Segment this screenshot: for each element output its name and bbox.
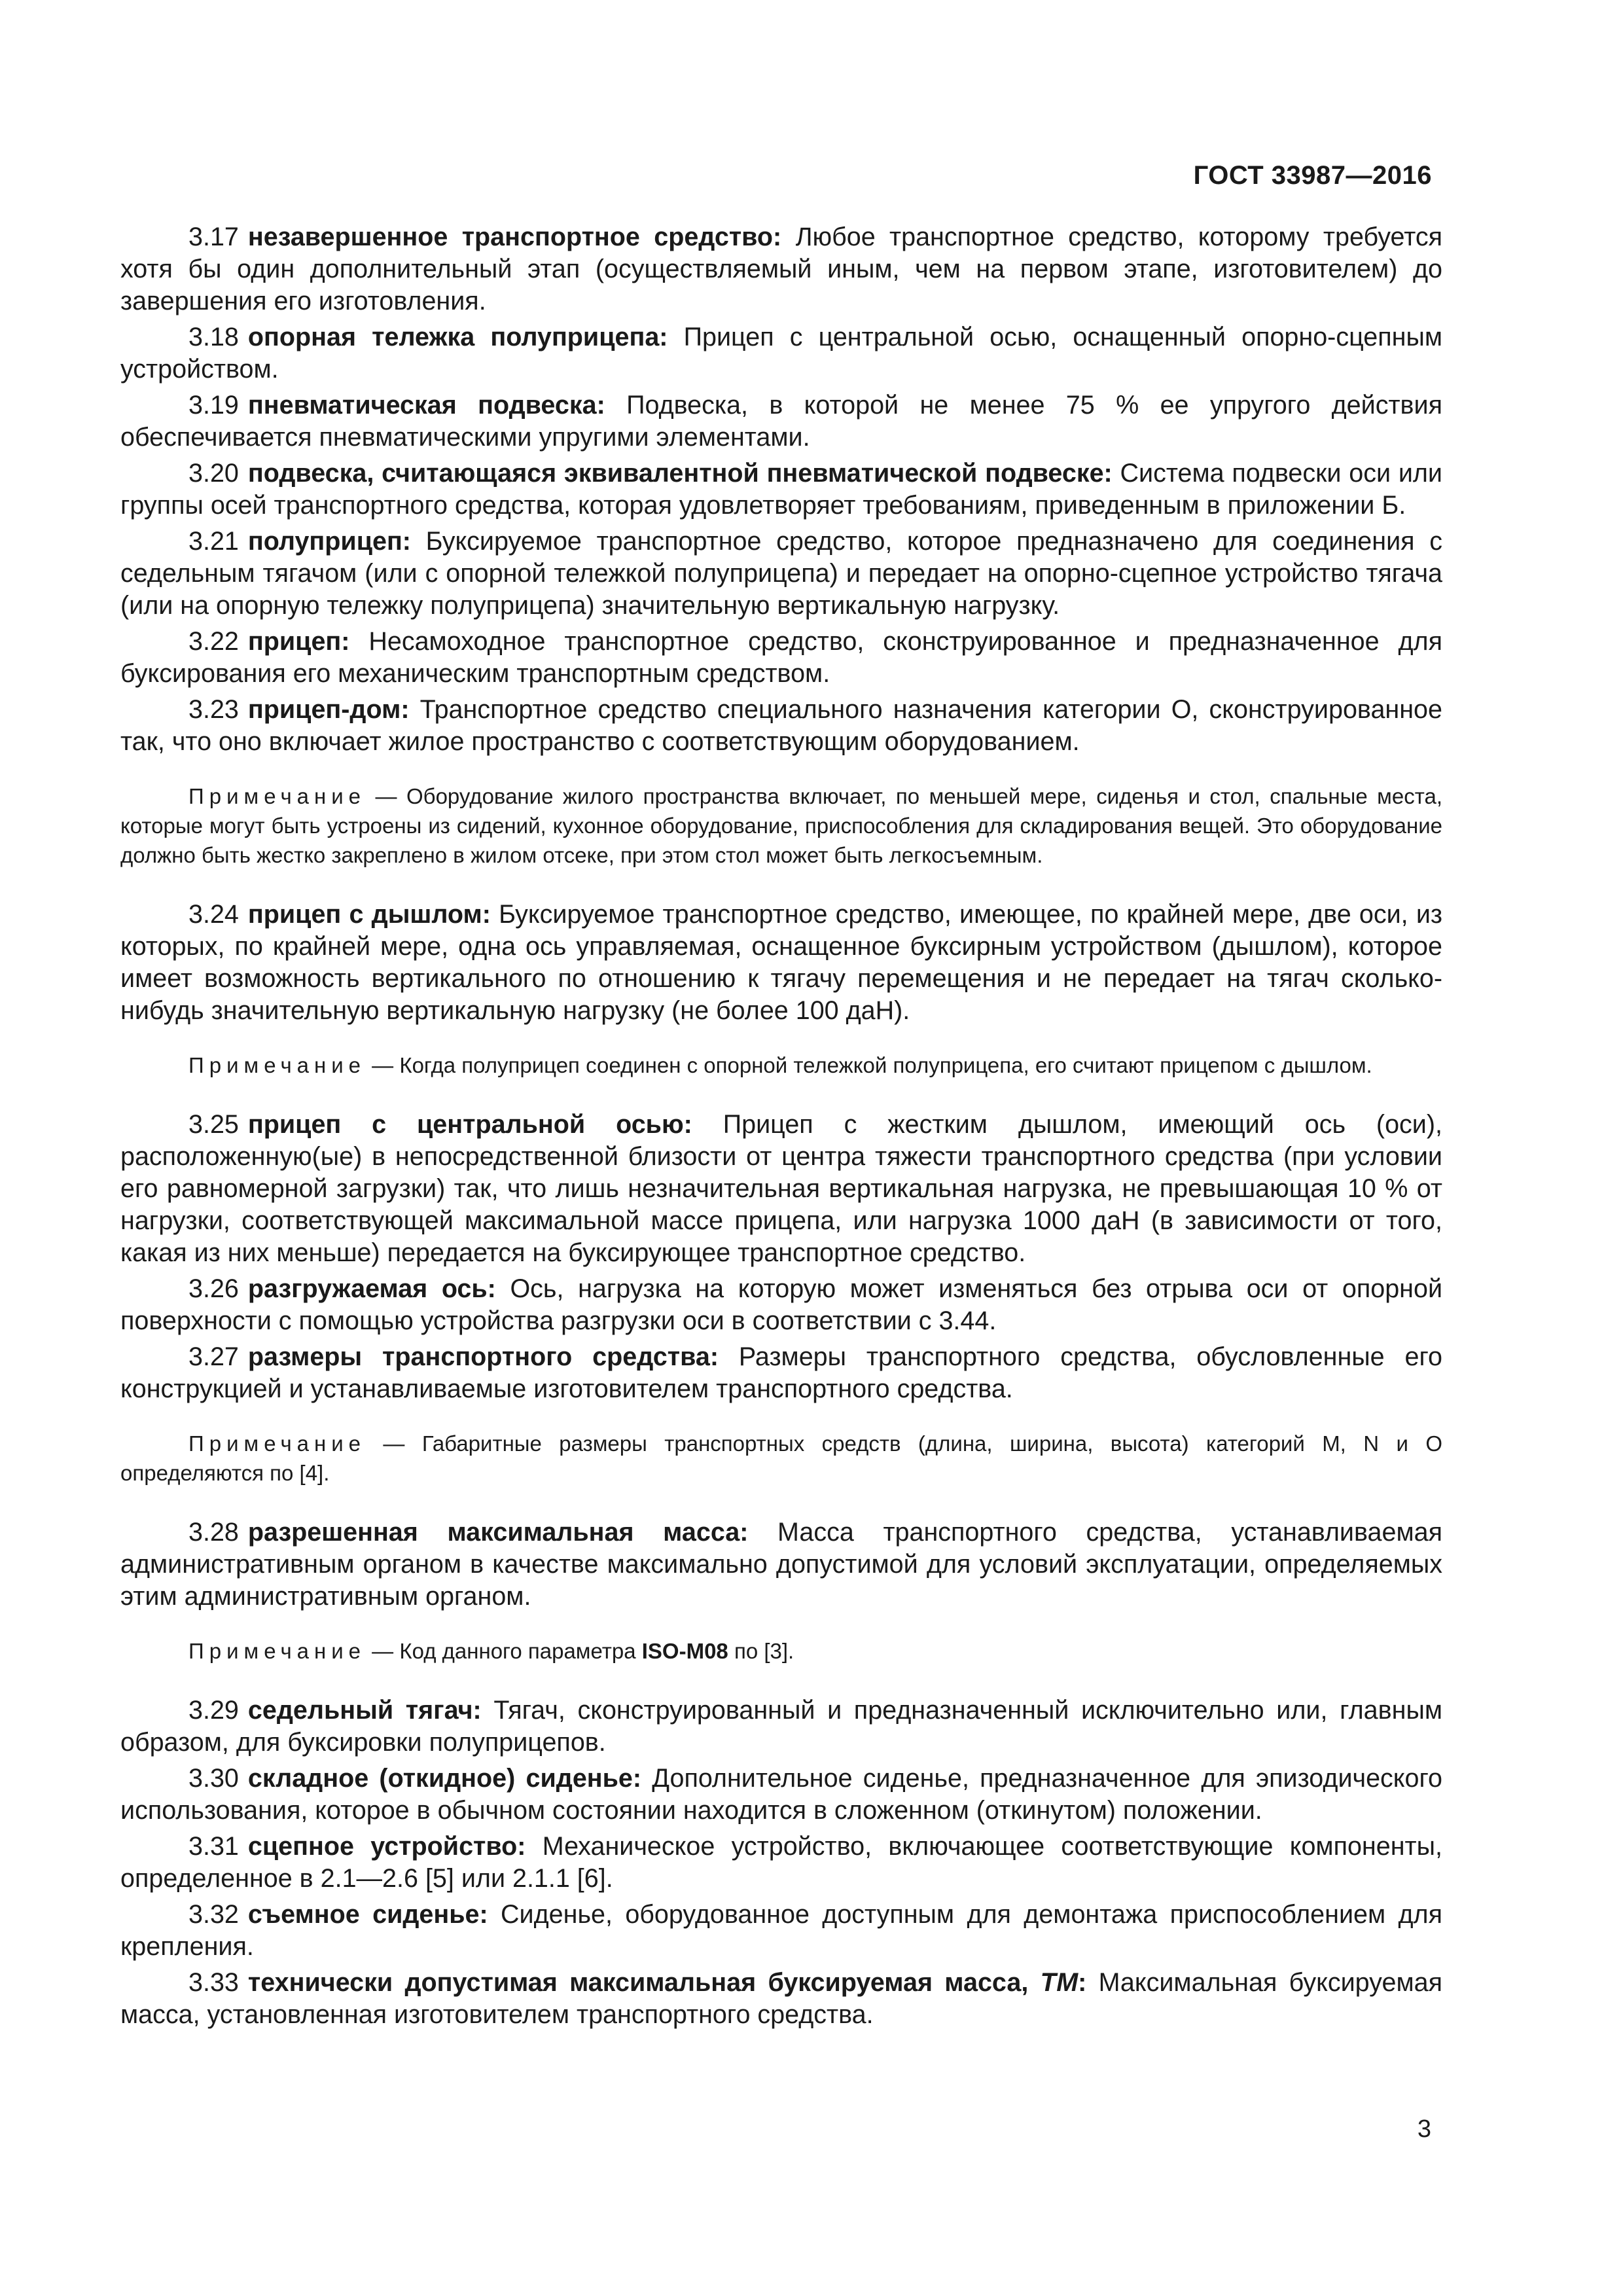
term-definition: Максимальная буксируемая масса, установленная изготовителем транспортного средства. <box>120 1968 1442 2029</box>
term-definition: Сиденье, оборудованное доступным для демонтажа приспособлением для крепления. <box>120 1900 1442 1961</box>
term-3-19 <box>120 389 1442 454</box>
term-name: полуприцеп: <box>247 527 411 556</box>
term-3-22 <box>120 626 1442 690</box>
term-definition: Тягач, сконструированный и предназначенный исключительно или, главным образом, для буксировки полуприцепов. <box>120 1696 1442 1757</box>
term-name: технически допустимая максимальная буксируемая масса, <box>247 1968 1029 1997</box>
term-definition: Дополнительное сиденье, предназначенное для эпизодического использования, которое в обычном состоянии находится в сложенном (откинутом) положении. <box>120 1764 1443 1825</box>
term-definition: Несамоходное транспортное средство, сконструированное и предназначенное для буксирования его механическим транспортным средством. <box>120 627 1442 688</box>
note-dash: — <box>366 1053 400 1077</box>
term-name: незавершенное транспортное средство: <box>247 223 782 251</box>
term-3-18 <box>120 321 1442 386</box>
term-number: 3.27 <box>188 1342 239 1371</box>
term-definition: Транспортное средство специального назначения категории О, сконструированное так, что оно включает жилое пространство с соответствующим оборудованием. <box>120 695 1442 756</box>
term-colon: : <box>1078 1968 1087 1997</box>
term-3-31 <box>120 1831 1442 1895</box>
term-definition: Прицеп с жестким дышлом, имеющий ось (оси), расположенную(ые) в непосредственной близости от центра тяжести транспортного средства (при условии его равномерной загрузки) так, что лишь незначительная вертикальная нагрузка, не превышающая 10 % от нагрузки, соответствующей максимальной массе прицепа, или нагрузка 1000 даН (в зависимости от того, какая из них меньше) передается на буксирующее транспортное средство. <box>120 1110 1442 1267</box>
note-1 <box>120 781 1442 870</box>
term-3-21 <box>120 526 1442 622</box>
note-dash: — <box>366 1431 422 1456</box>
term-definition: Подвеска, в которой не менее 75 % ее упругого действия обеспечивается пневматическими упругими элементами. <box>120 391 1442 452</box>
term-number: 3.22 <box>188 627 239 656</box>
term-name: разгружаемая ось: <box>247 1274 496 1303</box>
term-definition: Буксируемое транспортное средство, которое предназначено для соединения с седельным тягачом (или с опорной тележкой полуприцепа) и передает на опорно-сцепное устройство тягача (или на опорную тележку полуприцепа) значительную вертикальную нагрузку. <box>120 527 1442 620</box>
note-dash: — <box>366 1639 400 1663</box>
term-name: размеры транспортного средства: <box>247 1342 719 1371</box>
term-name: съемное сиденье: <box>247 1900 488 1929</box>
term-name: разрешенная максимальная масса: <box>247 1518 749 1547</box>
note-label: Примечание <box>188 784 366 808</box>
term-number: 3.20 <box>188 459 239 488</box>
term-3-24 <box>120 899 1442 1027</box>
term-number: 3.30 <box>188 1764 239 1793</box>
term-number: 3.29 <box>188 1696 239 1725</box>
term-3-26 <box>120 1273 1442 1337</box>
term-number: 3.33 <box>188 1968 239 1997</box>
note-label: Примечание <box>188 1431 366 1456</box>
term-number: 3.18 <box>188 323 239 351</box>
note-4 <box>120 1636 1442 1666</box>
parameter-code: ISO-M08 <box>641 1639 728 1663</box>
term-name: прицеп с центральной осью: <box>247 1110 692 1139</box>
term-number: 3.31 <box>188 1832 239 1861</box>
term-3-28 <box>120 1516 1442 1613</box>
term-abbreviation: ТМ <box>1040 1968 1079 1997</box>
note-label: Примечание <box>188 1053 366 1077</box>
term-number: 3.24 <box>188 900 239 929</box>
term-definition: Масса транспортного средства, устанавливаемая административным органом в качестве максимально допустимой для условий эксплуатации, определяемых этим административным органом. <box>120 1518 1442 1611</box>
term-name: седельный тягач: <box>247 1696 482 1725</box>
term-3-20 <box>120 457 1442 522</box>
note-text-end: по [3]. <box>728 1639 794 1663</box>
note-text: Габаритные размеры транспортных средств (длина, ширина, высота) категорий М, N и О определяются по [4]. <box>120 1431 1442 1485</box>
term-3-29 <box>120 1695 1442 1759</box>
note-text: Оборудование жилого пространства включает, по меньшей мере, сиденья и стол, спальные места, которые могут быть устроены из сидений, кухонное оборудование, приспособления для складирования вещей. Это оборудование должно быть жестко закреплено в жилом отсеке, при этом стол может быть легкосъемным. <box>120 784 1442 867</box>
term-3-23 <box>120 694 1442 758</box>
term-number: 3.19 <box>188 391 239 420</box>
page-number: 3 <box>1417 2115 1431 2143</box>
note-label: Примечание <box>188 1639 366 1663</box>
term-definition: Ось, нагрузка на которую может изменяться без отрыва оси от опорной поверхности с помощью устройства разгрузки оси в соответствии с 3.44. <box>120 1274 1443 1335</box>
term-number: 3.26 <box>188 1274 239 1303</box>
document-body <box>120 221 1442 2035</box>
term-definition: Механическое устройство, включающее соответствующие компоненты, определенное в 2.1—2.6 [5] или 2.1.1 [6]. <box>120 1832 1442 1893</box>
note-dash: — <box>366 784 406 808</box>
term-3-27 <box>120 1341 1442 1405</box>
term-definition: Буксируемое транспортное средство, имеющее, по крайней мере, две оси, из которых, по крайней мере, одна ось управляемая, оснащенное буксирным устройством (дышлом), которое имеет возможность вертикального по отношению к тягачу перемещения и не передает на тягач сколько-нибудь значительную вертикальную нагрузку (не более 100 даН). <box>120 900 1443 1025</box>
term-name: прицеп-дом: <box>247 695 410 724</box>
term-3-30 <box>120 1763 1442 1827</box>
term-number: 3.23 <box>188 695 239 724</box>
term-definition: Прицеп с центральной осью, оснащенный опорно-сцепным устройством. <box>120 323 1442 384</box>
note-text: Когда полуприцеп соединен с опорной тележкой полуприцепа, его считают прицепом с дышлом. <box>399 1053 1372 1077</box>
document-header: ГОСТ 33987—2016 <box>1193 161 1432 190</box>
term-number: 3.25 <box>188 1110 239 1139</box>
term-number: 3.28 <box>188 1518 239 1547</box>
term-number: 3.17 <box>188 223 239 251</box>
term-definition: Любое транспортное средство, которому требуется хотя бы один дополнительный этап (осуществляемый иным, чем на первом этапе, изготовителем) до завершения его изготовления. <box>120 223 1442 315</box>
term-name: прицеп: <box>247 627 350 656</box>
term-definition: Размеры транспортного средства, обусловленные его конструкцией и устанавливаемые изготовителем транспортного средства. <box>120 1342 1442 1403</box>
note-2 <box>120 1050 1442 1080</box>
term-name: прицеп с дышлом: <box>247 900 491 929</box>
term-definition: Система подвески оси или группы осей транспортного средства, которая удовлетворяет требованиям, приведенным в приложении Б. <box>120 459 1443 520</box>
term-3-33 <box>120 1967 1442 2031</box>
note-3 <box>120 1429 1442 1488</box>
term-name: подвеска, считающаяся эквивалентной пневматической подвеске: <box>247 459 1113 488</box>
term-name: пневматическая подвеска: <box>247 391 605 420</box>
term-number: 3.32 <box>188 1900 239 1929</box>
term-name: опорная тележка полуприцепа: <box>247 323 668 351</box>
term-3-25 <box>120 1109 1442 1269</box>
term-3-17 <box>120 221 1442 317</box>
note-text: Код данного параметра <box>399 1639 642 1663</box>
term-3-32 <box>120 1899 1442 1963</box>
term-name: складное (откидное) сиденье: <box>247 1764 642 1793</box>
term-number: 3.21 <box>188 527 239 556</box>
term-name: сцепное устройство: <box>247 1832 526 1861</box>
